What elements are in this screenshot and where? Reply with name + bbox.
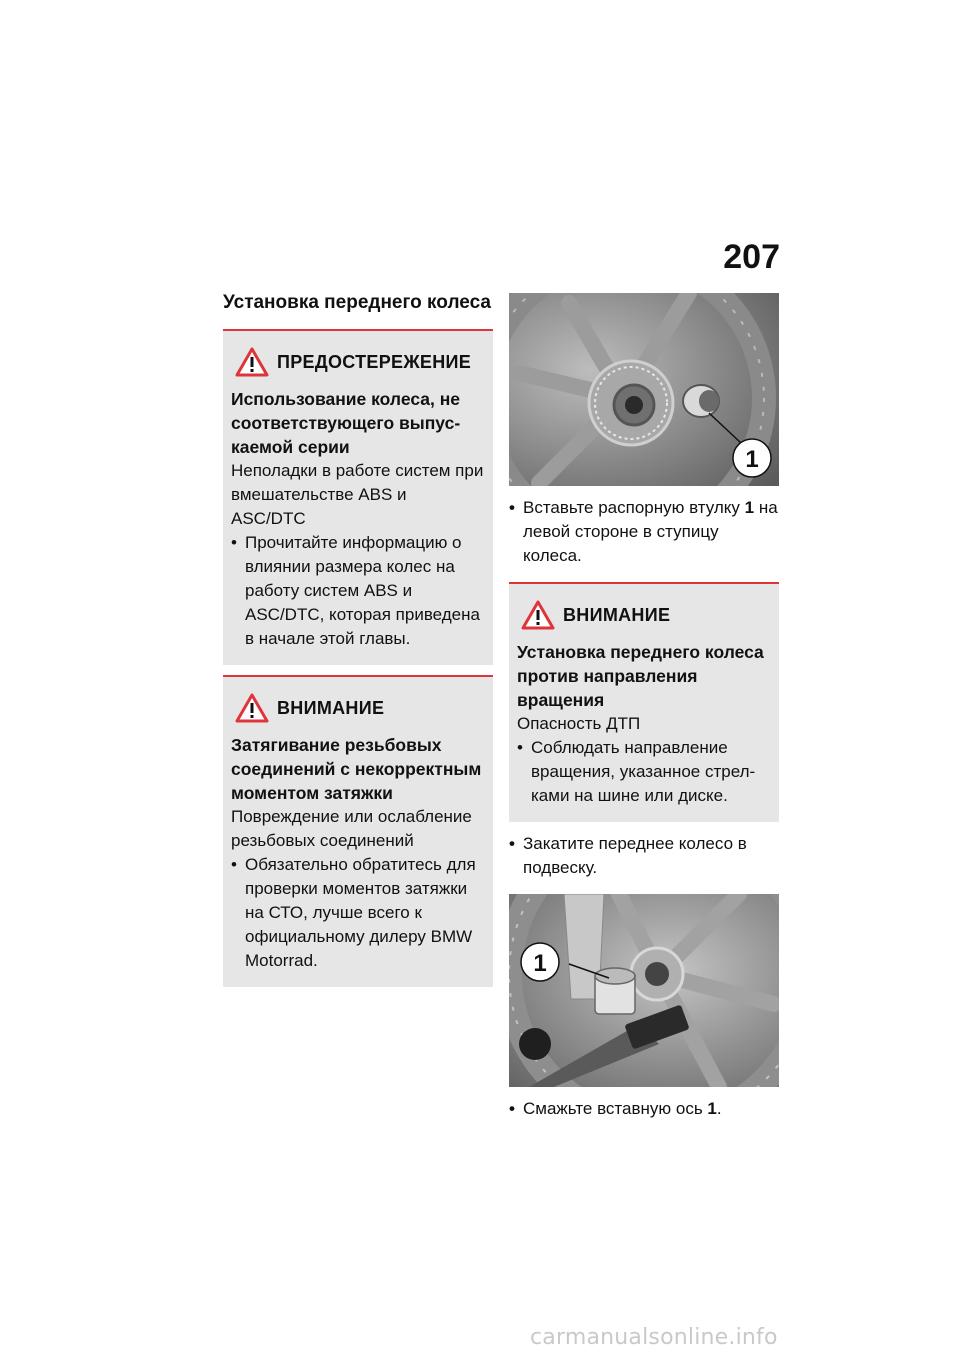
- step-text: Закатите переднее колесо в подвеску.: [523, 834, 747, 877]
- bullet-dot: •: [509, 1099, 515, 1118]
- warning-box-attention: [509, 582, 779, 822]
- warning-box-header: [517, 600, 771, 630]
- callout-label: 1: [533, 950, 547, 977]
- warning-bullet-text: Обязательно обратитесь для проверки моментов затяжки на СТО, лучше всего к официальному дилеру BMW Motorrad.: [245, 855, 476, 970]
- step-insert-sleeve: [509, 496, 779, 568]
- step-lubricate-axle: [509, 1097, 779, 1121]
- figure-spacer-sleeve: [509, 293, 779, 486]
- warning-heading: Использование колеса, не соответствующего выпускаемой серии: [231, 389, 461, 457]
- wheel-axle-photo: [509, 894, 779, 1087]
- step-text-main: Вставьте распорную втулку: [523, 498, 740, 517]
- reference-number: 1: [707, 1099, 717, 1118]
- bullet-dot: •: [231, 533, 237, 552]
- step-text: [523, 1097, 722, 1121]
- bullet-dot: •: [509, 498, 515, 517]
- warning-text: Неполадки в работе систем при вмешательстве ABS и ASC/DTC: [231, 461, 484, 528]
- warning-bullet: [231, 531, 485, 651]
- warning-box-header: [231, 693, 485, 723]
- callout-label: 1: [745, 446, 759, 473]
- warning-bullet: [231, 853, 485, 973]
- bullet-dot: •: [517, 738, 523, 757]
- warning-triangle-icon: [521, 600, 555, 630]
- warning-triangle-icon: [235, 347, 269, 377]
- watermark: carmanualsonline.info: [530, 1325, 778, 1350]
- warning-box-header: [231, 347, 485, 377]
- page-number: 207: [723, 238, 780, 276]
- warning-label: ВНИМАНИЕ: [277, 697, 385, 718]
- warning-bullet-text: Прочитайте информацию о влиянии размера колес на работу систем ABS и ASC/DTC, которая приведена в начале этой главы.: [245, 533, 480, 648]
- reference-number: 1: [744, 498, 755, 517]
- right-column: [509, 293, 779, 1135]
- warning-label: ПРЕДОСТЕРЕЖЕНИЕ: [277, 351, 472, 372]
- bullet-dot: •: [509, 834, 515, 853]
- section-title: Установка переднего колеса: [223, 292, 491, 313]
- step-text-main: Смажьте вставную ось: [523, 1099, 703, 1118]
- warning-box-attention: [223, 675, 493, 987]
- step-text-rest: на левой стороне в ступицу колеса.: [523, 498, 778, 565]
- warning-text: Опасность ДТП: [517, 714, 641, 733]
- warning-bullet-text: Соблюдать направление вращения, указанное стрелками на шине или диске.: [531, 738, 756, 805]
- warning-label: ВНИМАНИЕ: [563, 604, 671, 625]
- warning-heading: Затягивание резьбовых соединений с некорректным моментом затяжки: [231, 735, 482, 803]
- warning-triangle-icon: [235, 693, 269, 723]
- figure-axle: [509, 894, 779, 1087]
- warning-heading: Установка переднего колеса против направления вращения: [517, 642, 764, 710]
- bullet-dot: •: [231, 855, 237, 874]
- warning-bullet: [517, 736, 771, 808]
- warning-box-caution: [223, 329, 493, 665]
- left-column: [223, 290, 493, 997]
- wheel-hub-photo: [509, 293, 779, 486]
- warning-text: Повреждение или ослабление резьбовых соединений: [231, 807, 472, 850]
- step-text-rest: .: [716, 1099, 722, 1118]
- step-text: [523, 496, 779, 568]
- step-roll-wheel: [509, 832, 779, 880]
